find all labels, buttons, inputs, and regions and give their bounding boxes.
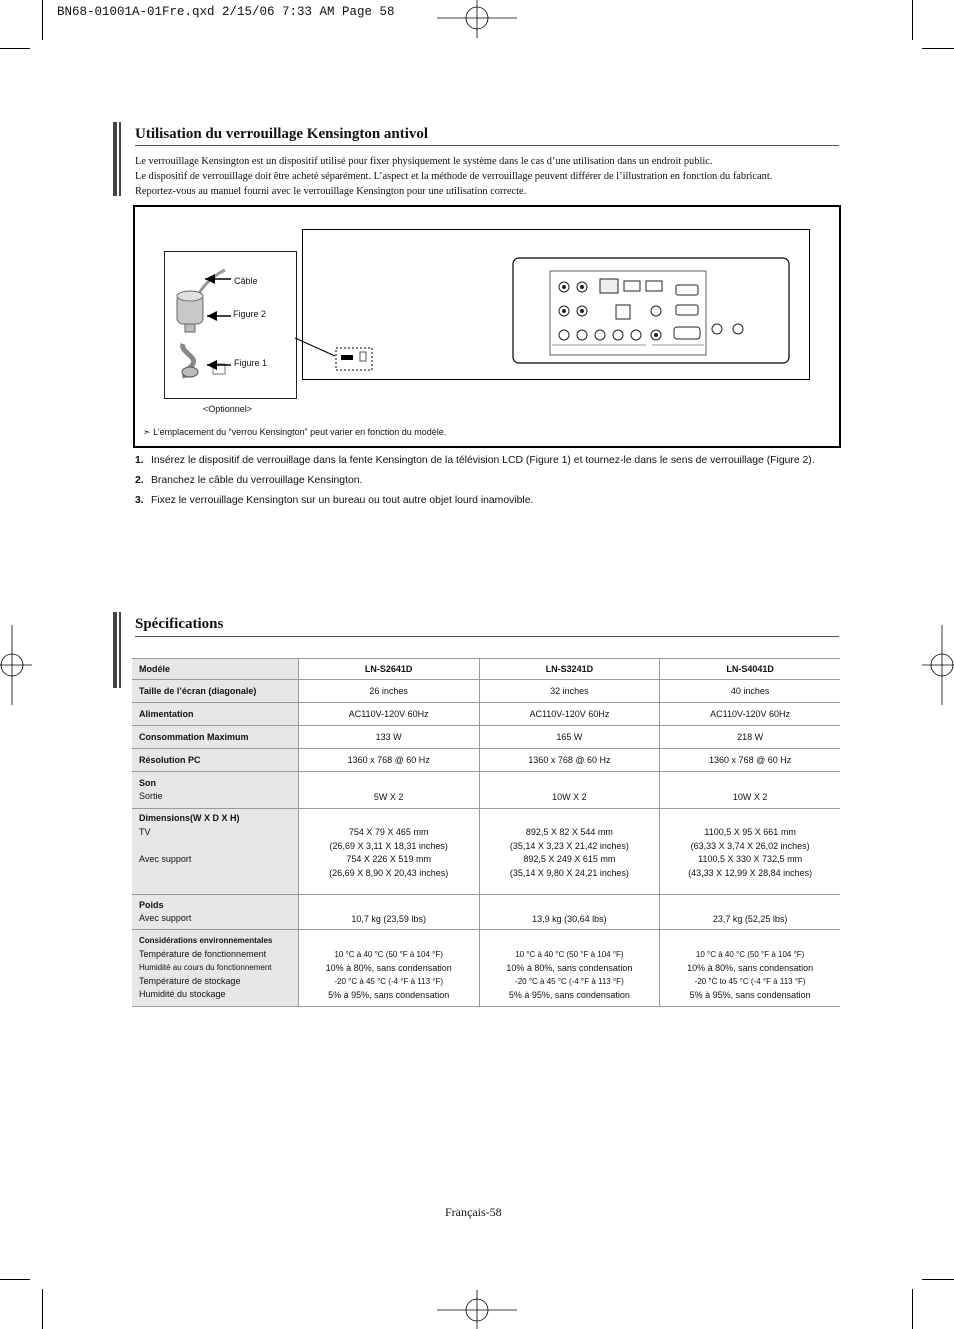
row-label: Taille de l’écran (diagonale) (132, 680, 298, 703)
cell-line: 5% à 95%, sans condensation (508, 989, 630, 1000)
note-arrow-icon: ➣ (143, 427, 151, 437)
rear-connector-panel (512, 257, 792, 365)
cell-line: 5% à 95%, sans condensation (689, 989, 811, 1000)
section-title-kensington: Utilisation du verrouillage Kensington antivol (135, 126, 429, 142)
row-label-cell (132, 772, 298, 809)
cell-value: 13,9 kg (30,64 lbs) (479, 895, 660, 930)
cell-value: 165 W (479, 726, 660, 749)
step-text: Insérez le dispositif de verrouillage dans la fente Kensington de la télévision LCD (Figure 1) et tournez-le dans le sens de verrouillage (Figure 2). (151, 455, 815, 466)
print-header: BN68-01001A-01Fre.qxd 2/15/06 7:33 AM Page 58 (57, 5, 395, 19)
row-sublabel: TV (139, 826, 151, 837)
kensington-intro (135, 154, 835, 199)
row-sublabel: Humidité du stockage (139, 989, 226, 1000)
row-sublabel: Avec support (139, 854, 192, 864)
row-label: Consommation Maximum (132, 726, 298, 749)
cell-value (479, 930, 660, 1007)
figure-note (143, 427, 446, 438)
cell-line: (63,33 X 3,74 X 26,02 inches) (690, 840, 810, 851)
cell-line: -20 °C à 45 °C (-4 °F à 113 °F) (334, 977, 444, 986)
table-row (132, 895, 840, 930)
model-name: LN-S2641D (298, 659, 479, 680)
cell-value: 23,7 kg (52,25 lbs) (660, 895, 840, 930)
cell-line: 754 X 226 X 519 mm (346, 854, 431, 864)
cell-value: 5W X 2 (298, 772, 479, 809)
header-label: Modéle (132, 659, 298, 680)
cell-line: 10 °C à 40 °C (50 °F à 104 °F) (334, 950, 443, 959)
intro-line: Le dispositif de verrouillage doit être acheté séparément. L’aspect et la méthode de verrouillage peuvent différer de l’illustration en fonction du fabricant. (135, 171, 773, 182)
row-sublabel: Température de stockage (139, 975, 241, 986)
cell-value: 218 W (660, 726, 840, 749)
label-cable: Câble (234, 276, 258, 286)
cell-value (298, 809, 479, 895)
section-bar (119, 612, 121, 688)
cell-value: 40 inches (660, 680, 840, 703)
section-title-specs: Spécifications (135, 616, 224, 632)
cell-line: 10% à 80%, sans condensation (687, 962, 814, 973)
intro-line: Le verrouillage Kensington est un dispositif utilisé pour fixer physiquement le système dans le cas d’une utilisation dans un endroit public. (135, 156, 713, 167)
row-label: Résolution PC (132, 749, 298, 772)
cell-value: AC110V-120V 60Hz (298, 703, 479, 726)
cell-line: (35,14 X 3,23 X 21,42 inches) (509, 840, 629, 851)
row-label: Poids (139, 899, 164, 910)
section-bar (113, 122, 117, 196)
cell-line: 1100,5 X 95 X 661 mm (704, 827, 796, 837)
cell-line: 754 X 79 X 465 mm (348, 827, 429, 837)
cell-value: 26 inches (298, 680, 479, 703)
row-label: Son (139, 777, 156, 788)
row-sublabel: Température de fonctionnement (139, 948, 267, 959)
row-sublabel: Avec support (139, 913, 192, 923)
model-name: LN-S3241D (479, 659, 660, 680)
section-rule (135, 145, 839, 146)
cell-value: 133 W (298, 726, 479, 749)
row-label: Considérations environnementales (139, 936, 273, 946)
cell-line: (35,14 X 9,80 X 24,21 inches) (509, 867, 629, 878)
cell-line: (43,33 X 12,99 X 28,84 inches) (688, 867, 813, 878)
row-sublabel: Sortie (139, 791, 163, 801)
table-row (132, 680, 840, 703)
cell-value: 10,7 kg (23,59 lbs) (298, 895, 479, 930)
table-row (132, 726, 840, 749)
table-header-row (132, 659, 840, 680)
cell-value: AC110V-120V 60Hz (660, 703, 840, 726)
cell-value (479, 809, 660, 895)
table-row (132, 749, 840, 772)
cell-line: 1100,5 X 330 X 732,5 mm (698, 854, 803, 864)
row-label-cell (132, 895, 298, 930)
table-row (132, 772, 840, 809)
cell-value (660, 809, 840, 895)
cell-value: 32 inches (479, 680, 660, 703)
label-optional: <Optionnel> (203, 404, 253, 414)
page-number: Français-58 (445, 1205, 502, 1219)
cell-line: -20 °C to 45 °C (-4 °F à 113 °F) (694, 977, 806, 986)
row-sublabel: Humidité au cours du fonctionnement (139, 963, 272, 973)
kensington-slot-callout (290, 330, 390, 380)
cell-line: 892,5 X 249 X 615 mm (523, 854, 616, 864)
table-row (132, 930, 840, 1007)
step-number: 2. (135, 475, 144, 486)
intro-line: Reportez-vous au manuel fourni avec le verrouillage Kensington pour une utilisation correcte. (135, 186, 527, 197)
cell-value: 10W X 2 (660, 772, 840, 809)
step-number: 1. (135, 455, 144, 466)
cell-value: 10W X 2 (479, 772, 660, 809)
cell-line: 10 °C à 40 °C (50 °F à 104 °F) (515, 950, 624, 959)
table-row (132, 809, 840, 895)
cell-value (298, 930, 479, 1007)
section-bar (119, 122, 121, 196)
cell-value: AC110V-120V 60Hz (479, 703, 660, 726)
step-text: Fixez le verrouillage Kensington sur un bureau ou tout autre objet lourd inamovible. (151, 495, 534, 506)
cell-line: 5% à 95%, sans condensation (328, 989, 450, 1000)
kensington-lock-icon (165, 252, 296, 398)
model-name: LN-S4041D (660, 659, 840, 680)
step-item (135, 455, 815, 466)
section-rule (135, 636, 839, 637)
cell-line: 10 °C à 40 °C (50 °F à 104 °F) (695, 950, 805, 959)
specifications-table (132, 658, 840, 1007)
step-number: 3. (135, 495, 144, 506)
step-text: Branchez le câble du verrouillage Kensington. (151, 475, 363, 486)
label-figure-1: Figure 1 (234, 358, 268, 368)
step-item (135, 475, 362, 486)
figure-note-text: L’emplacement du “verrou Kensington” peut varier en fonction du modèle. (153, 427, 447, 437)
cell-value: 1360 x 768 @ 60 Hz (298, 749, 479, 772)
cell-value: 1360 x 768 @ 60 Hz (660, 749, 840, 772)
cell-line: (26,69 X 8,90 X 20,43 inches) (329, 867, 449, 878)
cell-line: 10% à 80%, sans condensation (506, 962, 633, 973)
cell-line: (26,69 X 3,11 X 18,31 inches) (329, 840, 448, 851)
cell-line: 892,5 X 82 X 544 mm (525, 827, 613, 837)
cell-value (660, 930, 840, 1007)
step-item (135, 495, 533, 506)
section-bar (113, 612, 117, 688)
label-figure-2: Figure 2 (233, 309, 267, 319)
cell-line: 10% à 80%, sans condensation (325, 962, 452, 973)
kensington-lock-illustration (164, 251, 297, 399)
row-label: Dimensions(W X D X H) (139, 813, 240, 823)
cell-value: 1360 x 768 @ 60 Hz (479, 749, 660, 772)
table-row (132, 703, 840, 726)
row-label: Alimentation (132, 703, 298, 726)
row-label-cell (132, 930, 298, 1007)
row-label-cell (132, 809, 298, 895)
cell-line: -20 °C à 45 °C (-4 °F à 113 °F) (515, 977, 624, 986)
